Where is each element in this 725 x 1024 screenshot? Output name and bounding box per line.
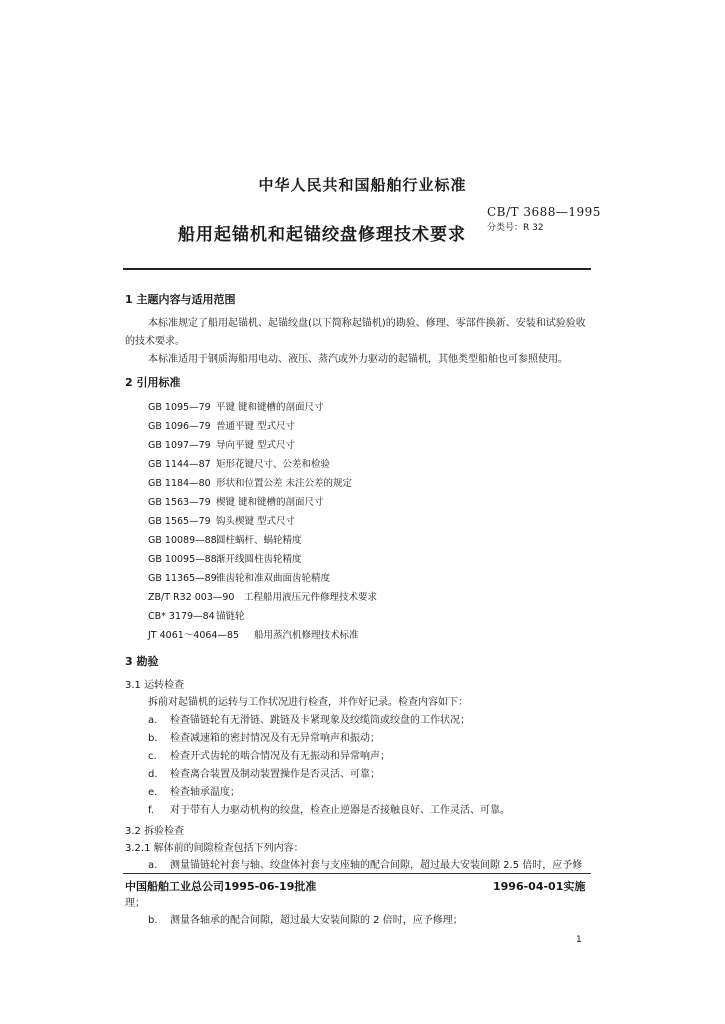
reference-code: GB 11365—89	[148, 573, 217, 584]
reference-item	[148, 437, 295, 451]
section-1-para-1-cont: 的技术要求。	[125, 336, 185, 347]
reference-item	[148, 418, 295, 432]
check-item-f	[148, 801, 510, 816]
reference-code: GB 1144—87	[148, 459, 211, 470]
item-label: a.	[148, 860, 158, 871]
reference-item	[148, 475, 352, 489]
reference-code: GB 1095—79	[148, 402, 211, 413]
item-label: f.	[148, 805, 154, 816]
item-label: d.	[148, 769, 158, 780]
reference-code: GB 1096—79	[148, 421, 211, 432]
item-label: c.	[148, 751, 157, 762]
reference-code: GB 1184—80	[148, 478, 211, 489]
inspect-item-b	[148, 911, 463, 926]
check-item-e	[148, 783, 240, 798]
reference-item	[148, 399, 324, 413]
reference-title: 船用蒸汽机修理技术标准	[254, 630, 359, 641]
reference-title: 渐开线圆柱齿轮精度	[216, 554, 302, 565]
reference-title: 普通平键 型式尺寸	[216, 421, 296, 432]
subsection-3-2-1-heading: 3.2.1 解体前的间隙检查包括下列内容：	[125, 843, 304, 854]
approval-note: 中国船舶工业总公司1995-06-19批准	[125, 880, 317, 893]
reference-title: 圆柱蜗杆、蜗轮精度	[216, 535, 302, 546]
reference-code: GB 10095—88	[148, 554, 217, 565]
reference-title: 导向平键 型式尺寸	[216, 440, 296, 451]
reference-item	[148, 456, 330, 470]
check-item-d	[148, 765, 380, 780]
header-divider	[123, 268, 591, 270]
inspect-item-a	[148, 856, 582, 871]
issuing-organization: 中华人民共和国船舶行业标准	[258, 176, 467, 194]
classification-number: 分类号：R 32	[487, 223, 544, 233]
item-label: a.	[148, 715, 158, 726]
item-text: 检查减速箱的密封情况及有无异常响声和振动；	[170, 733, 380, 744]
check-item-c	[148, 747, 390, 762]
item-label: b.	[148, 733, 158, 744]
reference-code: CB* 3179—84	[148, 611, 215, 622]
reference-item	[148, 570, 330, 584]
check-item-b	[148, 729, 380, 744]
reference-item	[148, 513, 295, 527]
item-label: b.	[148, 915, 158, 926]
reference-title: 工程船用液压元件修理技术要求	[244, 592, 378, 603]
item-text: 检查锚链轮有无滑链、跳链及卡紧现象及绞缆筒或绞盘的工作状况；	[170, 715, 470, 726]
reference-code: GB 1563—79	[148, 497, 211, 508]
document-title: 船用起锚机和起锚绞盘修理技术要求	[178, 225, 466, 245]
reference-item	[148, 627, 359, 641]
section-2-heading: 2 引用标准	[125, 376, 181, 389]
reference-title: 锥齿轮和准双曲面齿轮精度	[216, 573, 331, 584]
reference-code: GB 1097—79	[148, 440, 211, 451]
reference-item	[148, 494, 324, 508]
section-1-para-1: 本标准规定了船用起锚机、起锚绞盘(以下简称起锚机)的勘验、修理、零部件换新、安装和试验验收	[148, 318, 586, 329]
check-item-a	[148, 711, 470, 726]
subsection-3-2-heading: 3.2 拆验检查	[125, 826, 185, 837]
page-number: 1	[576, 935, 582, 945]
section-1-heading: 1 主题内容与适用范围	[125, 293, 236, 306]
item-label: e.	[148, 787, 158, 798]
reference-item	[148, 589, 377, 603]
item-text: 测量各轴承的配合间隙，超过最大安装间隙的 2 倍时，应予修理；	[170, 915, 463, 926]
item-text: 检查开式齿轮的啮合情况及有无振动和异常响声；	[170, 751, 390, 762]
subsection-3-1-intro: 拆前对起锚机的运转与工作状况进行检查，并作好记录。检查内容如下：	[148, 697, 468, 708]
footer-divider	[123, 873, 591, 874]
reference-code: GB 10089—88	[148, 535, 217, 546]
reference-code: GB 1565—79	[148, 516, 211, 527]
reference-title: 形状和位置公差 未注公差的规定	[216, 478, 353, 489]
reference-item	[148, 551, 302, 565]
reference-code: JT 4061～4064—85	[148, 630, 240, 641]
reference-item	[148, 532, 302, 546]
effective-date: 1996-04-01实施	[493, 880, 586, 893]
inspect-item-a-cont: 理；	[125, 898, 145, 909]
standard-code: CB/T 3688—1995	[487, 205, 601, 219]
reference-title: 楔键 键和键槽的剖面尺寸	[216, 497, 324, 508]
reference-title: 平键 键和键槽的剖面尺寸	[216, 402, 324, 413]
reference-code: ZB/T R32 003—90	[148, 592, 235, 603]
reference-title: 钩头楔键 型式尺寸	[216, 516, 296, 527]
subsection-3-1-heading: 3.1 运转检查	[125, 680, 185, 691]
item-text: 检查轴承温度；	[170, 787, 240, 798]
reference-title: 锚链轮	[216, 611, 245, 622]
item-text: 对于带有人力驱动机构的绞盘，检查止逆器是否接触良好、工作灵活、可靠。	[170, 805, 510, 816]
item-text: 检查离合装置及制动装置操作是否灵活、可靠；	[170, 769, 380, 780]
reference-title: 矩形花键尺寸、公差和检验	[216, 459, 331, 470]
item-text: 测量锚链轮衬套与轴、绞盘体衬套与支座轴的配合间隙，超过最大安装间隙 2.5 倍时，应予修	[170, 860, 583, 871]
reference-item	[148, 608, 245, 622]
section-1-para-2: 本标准适用于钢质海船用电动、液压、蒸汽或外力驱动的起锚机，其他类型船舶也可参照使用。	[148, 354, 568, 365]
section-3-heading: 3 勘验	[125, 655, 159, 668]
